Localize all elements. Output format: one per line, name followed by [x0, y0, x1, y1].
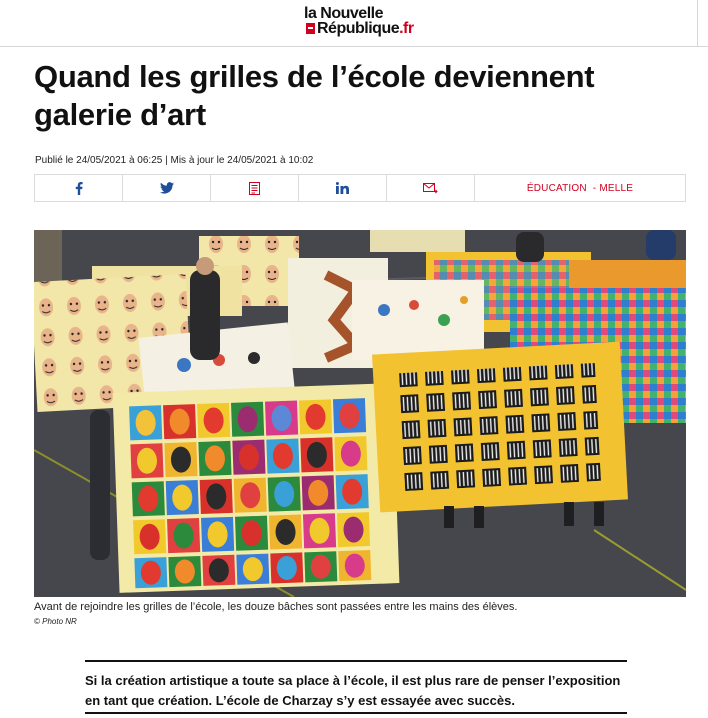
category-tags — [475, 175, 685, 201]
linkedin-icon — [336, 182, 349, 194]
logo-line-2 — [304, 21, 424, 36]
logo-suffix: .fr — [399, 20, 414, 37]
share-twitter-button[interactable] — [123, 175, 211, 201]
photo-illustration — [34, 230, 686, 597]
publication-dates: Publié le 24/05/2021 à 06:25 | Mis à jour le 24/05/2021 à 10:02 — [35, 155, 314, 166]
lead-bottom-rule — [85, 712, 627, 714]
twitter-icon — [160, 182, 174, 194]
masthead — [0, 0, 708, 47]
header-edge — [697, 0, 698, 46]
logo-word: République — [317, 20, 400, 37]
share-bar — [34, 174, 686, 202]
photo-credit: © Photo NR — [34, 617, 77, 626]
facebook-icon — [75, 182, 83, 195]
logo-line-1: la Nouvelle — [304, 5, 383, 22]
mail-icon — [423, 183, 438, 194]
article-photo — [34, 230, 686, 597]
photo-caption: Avant de rejoindre les grilles de l’école, les douze bâches sont passées entre les mains des élèves. — [34, 601, 518, 613]
logo-mark-icon — [306, 23, 315, 34]
category-link[interactable]: ÉDUCATION — [526, 182, 587, 194]
print-button[interactable] — [211, 175, 299, 201]
share-facebook-button[interactable] — [35, 175, 123, 201]
category-separator: - — [589, 182, 597, 194]
share-linkedin-button[interactable] — [299, 175, 387, 201]
article-title: Quand les grilles de l’école deviennent galerie d’art — [34, 59, 595, 132]
print-icon — [249, 182, 260, 195]
share-mail-button[interactable] — [387, 175, 475, 201]
site-logo[interactable] — [304, 6, 424, 42]
location-link[interactable]: MELLE — [599, 182, 634, 194]
article-lead: Si la création artistique a toute sa place à l’école, il est plus rare de penser l’exposition en tant que création. L’école de Charzay s’y est essayée avec succès. — [85, 660, 627, 711]
